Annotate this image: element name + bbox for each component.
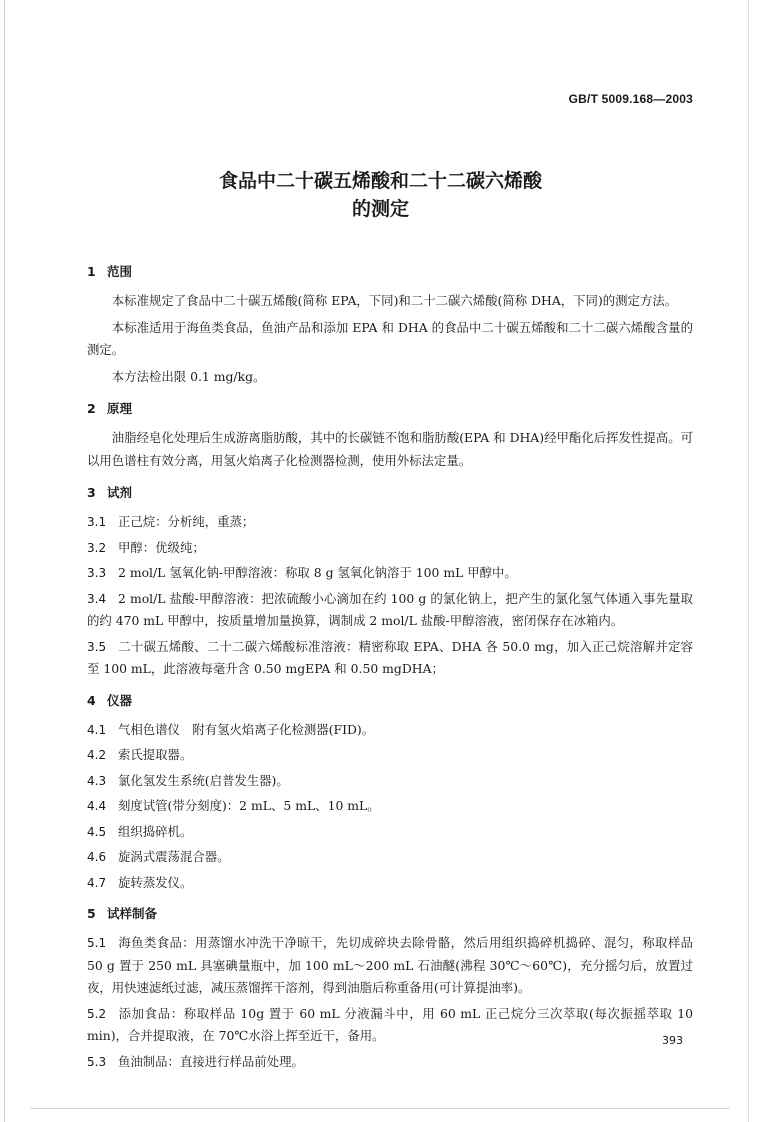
item-number: 5.3 xyxy=(87,1054,107,1069)
item-text: 2 mol/L 氢氧化钠-甲醇溶液：称取 8 g 氢氧化钠溶于 100 mL 甲醇中。 xyxy=(118,565,517,580)
list-item xyxy=(87,744,693,767)
item-number: 4.4 xyxy=(87,799,107,813)
section-number: 4 xyxy=(87,692,96,708)
list-item xyxy=(87,636,693,681)
item-number: 3.5 xyxy=(87,639,107,654)
paragraph: 本方法检出限 0.1 mg/kg。 xyxy=(111,368,266,384)
item-text: 氯化氢发生系统(启普发生器)。 xyxy=(118,772,289,788)
list-item xyxy=(87,932,693,1000)
section-heading-principle xyxy=(87,401,693,417)
list-item xyxy=(87,719,693,742)
section-title: 范围 xyxy=(107,264,133,279)
page-number: 393 xyxy=(662,1034,683,1047)
section-number: 2 xyxy=(87,401,96,416)
item-text: 索氏提取器。 xyxy=(118,747,193,762)
item-text: 旋转蒸发仪。 xyxy=(118,874,193,890)
list-item xyxy=(87,846,693,869)
list-item xyxy=(87,795,693,818)
item-text: 二十碳五烯酸、二十二碳六烯酸标准溶液：精密称取 EPA、DHA 各 50.0 mg，加入正己烷溶解并定容至 100 mL，此溶液每毫升含 0.50 mgEPA 和 0.50 mgDHA； xyxy=(87,638,693,676)
item-text: 2 mol/L 盐酸-甲醇溶液：把浓硫酸小心滴加在约 100 g 的氯化钠上，把产生的氯化氢气体通入事先量取的约 470 mL 甲醇中，按质量增加量换算，调制成 2 mol/L 盐酸-甲醇溶液，密闭保存在冰箱内。 xyxy=(87,590,693,628)
list-item xyxy=(87,588,693,633)
item-number: 3.4 xyxy=(87,591,107,606)
item-number: 3.1 xyxy=(87,515,107,529)
item-text: 甲醇：优级纯； xyxy=(118,539,205,555)
list-item xyxy=(87,511,693,534)
list-item xyxy=(87,1003,693,1048)
list-item xyxy=(87,821,693,844)
section-heading-apparatus xyxy=(87,693,693,709)
item-number: 5.2 xyxy=(87,1006,107,1021)
item-number: 4.5 xyxy=(87,824,107,839)
section-title: 试样制备 xyxy=(107,906,158,921)
list-item xyxy=(87,562,693,585)
item-text: 海鱼类食品：用蒸馏水冲洗干净晾干，先切成碎块去除骨骼，然后用组织捣碎机捣碎、混匀，称取样品 50 g 置于 250 mL 具塞碘量瓶中，加 100 mL～200 mL 石油醚(沸程 30℃～60℃)，充分摇匀后，放置过夜，用快速滤纸过滤，减压蒸馏挥干溶剂，得到油脂后称重备用(可计算提油率)。 xyxy=(87,935,693,995)
section-title: 仪器 xyxy=(107,692,133,708)
section-heading-scope xyxy=(87,264,693,280)
item-text: 正己烷：分析纯，重蒸； xyxy=(118,514,255,529)
item-number: 3.3 xyxy=(87,566,107,580)
section-heading-reagents xyxy=(87,485,693,501)
document-body xyxy=(87,264,693,1076)
document-title-line1: 食品中二十碳五烯酸和二十二碳六烯酸 xyxy=(218,170,542,192)
item-text: 气相色谱仪 附有氢火焰离子化检测器(FID)。 xyxy=(118,721,375,737)
standard-code: GB/T 5009.168—2003 xyxy=(568,92,693,106)
item-number: 3.2 xyxy=(87,540,107,555)
item-text: 旋涡式震荡混合器。 xyxy=(118,849,230,864)
item-text: 鱼油制品：直接进行样品前处理。 xyxy=(118,1053,304,1069)
item-text: 组织捣碎机。 xyxy=(118,823,193,839)
list-item xyxy=(87,1051,693,1074)
section-title: 试剂 xyxy=(107,485,133,500)
item-text: 添加食品：称取样品 10g 置于 60 mL 分液漏斗中，用 60 mL 正己烷分三次萃取(每次振摇萃取 10 min)，合并提取液，在 70℃水浴上挥至近干，备用。 xyxy=(87,1005,693,1043)
list-item xyxy=(87,537,693,560)
paragraph: 本标准适用于海鱼类食品，鱼油产品和添加 EPA 和 DHA 的食品中二十碳五烯酸和二十二碳六烯酸含量的测定。 xyxy=(87,319,693,357)
paragraph: 油脂经皂化处理后生成游离脂肪酸，其中的长碳链不饱和脂肪酸(EPA 和 DHA)经甲酯化后挥发性提高。可以用色谱柱有效分离，用氢火焰离子化检测器检测，使用外标法定量。 xyxy=(87,430,693,468)
item-text: 刻度试管(带分刻度)：2 mL、5 mL、10 mL。 xyxy=(118,798,380,813)
section-heading-sample-prep xyxy=(87,906,693,922)
section-number: 3 xyxy=(87,485,96,500)
item-number: 4.7 xyxy=(87,875,107,890)
item-number: 4.1 xyxy=(87,722,107,737)
item-number: 4.2 xyxy=(87,748,107,762)
document-title-line2: 的测定 xyxy=(351,198,409,220)
item-number: 4.3 xyxy=(87,773,107,788)
section-number: 5 xyxy=(87,906,96,921)
list-item xyxy=(87,770,693,793)
item-number: 5.1 xyxy=(87,936,107,950)
scan-bottom-line xyxy=(30,1108,730,1109)
paragraph: 本标准规定了食品中二十碳五烯酸(简称 EPA，下同)和二十二碳六烯酸(简称 DHA，下同)的测定方法。 xyxy=(111,293,678,308)
list-item xyxy=(87,872,693,895)
section-title: 原理 xyxy=(107,401,133,416)
item-number: 4.6 xyxy=(87,850,107,864)
section-number: 1 xyxy=(87,264,96,279)
